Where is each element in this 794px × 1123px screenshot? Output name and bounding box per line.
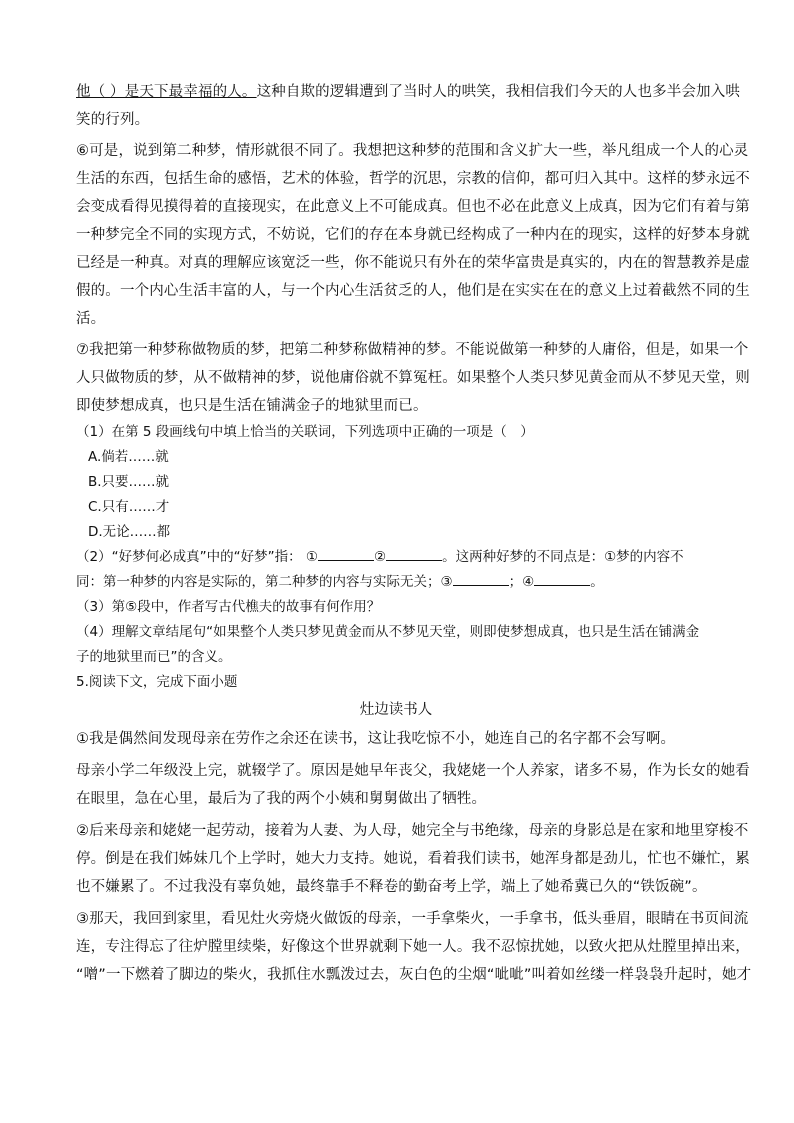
passage-line: 会变成看得见摸得着的直接现实，在此意义上不可能成真。但也不必在此意义上成真，因为它们有着与第 (76, 199, 750, 215)
passage-line: 也不嫌累了。不过我没有辜负她，最终靠手不释卷的勤奋考上学，端上了她希冀已久的“铁饭碗”。 (76, 879, 707, 895)
article-title: 灶边读书人 (359, 702, 433, 718)
passage-line: ①我是偶然间发现母亲在劳作之余还在读书，这让我吃惊不小，她连自己的名字都不会写啊。 (76, 731, 676, 747)
passage-line: 连，专注得忘了往炉膛里续柴，好像这个世界就剩下她一人。我不忍惊扰她，以致火把从灶膛里掉出来， (76, 939, 750, 955)
passage-text: 这种自欺的逻辑遭到了当时人的哄笑，我相信我们今天的人也多半会加入哄 (256, 84, 741, 100)
paragraph-mid (76, 757, 750, 813)
option-d: D.无论……都 (88, 524, 171, 540)
question-text: 同：第一种梦的内容是实际的，第二种梦的内容与实际无关；③ (76, 574, 453, 590)
question-text: ② (373, 549, 387, 565)
question-3: （3）第⑤段中，作者写古代樵夫的故事有何作用？ (76, 599, 381, 615)
passage-line: 一种梦完全不同的实现方式，不妨说，它们的存在本身就已经构成了一种内在的现实，这样的好梦本身就 (76, 227, 750, 243)
question-2 (76, 545, 716, 570)
option-a: A.倘若……就 (88, 449, 169, 465)
paragraph-3 (76, 905, 752, 989)
question-1: （1）在第 5 段画线句中填上恰当的关联词，下列选项中正确的一项是（ ） (76, 424, 534, 440)
passage-line: 已经是一种真。对真的理解应该宽泛一些，你不能说只有外在的荣华富贵是真实的，内在的智慧教养是虚 (76, 255, 750, 271)
paragraph-2 (76, 817, 750, 901)
passage-line: 笑的行列。 (76, 112, 150, 128)
option-b: B.只要……就 (88, 474, 170, 490)
passage-line: 人只做物质的梦，从不做精神的梦，说他庸俗就不算冤枉。如果整个人类只梦见黄金而从不梦见天堂，则 (76, 370, 750, 386)
question-text: ；④ (508, 574, 535, 590)
passage-line: ⑦我把第一种梦称做物质的梦，把第二种梦称做精神的梦。不能说做第一种梦的人庸俗，但是，如果一个 (76, 342, 749, 358)
passage-line: ⑥可是，说到第二种梦，情形就很不同了。我想把这种梦的范围和含义扩大一些，举凡组成一个人的心灵 (76, 143, 749, 159)
passage-line: 在眼里，急在心里，最后为了我的两个小姨和舅舅做出了牺牲。 (76, 791, 487, 807)
question-4-continued: 子的地狱里而已”的含义。 (76, 649, 232, 665)
section-heading: 5.阅读下文，完成下面小题 (76, 674, 238, 690)
question-4: （4）理解文章结尾句“如果整个人类只梦见黄金而从不梦见天堂，则即使梦想成真，也只是生活在铺满金 (76, 624, 700, 640)
answer-blank[interactable] (386, 548, 442, 561)
answer-blank[interactable] (318, 548, 374, 561)
question-text: （2）“好梦何必成真”中的“好梦”指： ① (76, 549, 318, 565)
passage-line: ③那天，我回到家里，看见灶火旁烧火做饭的母亲，一手拿柴火，一手拿书，低头垂眉，眼睛在书页间流 (76, 911, 749, 927)
question-text: 。这两种好梦的不同点是：①梦的内容不 (442, 549, 684, 565)
passage-line: 停。倒是在我们姊妹几个上学时，她大力支持。她说，看着我们读书，她浑身都是劲儿，忙也不嫌忙，累 (76, 851, 750, 867)
option-c: C.只有……才 (88, 499, 170, 515)
underlined-sentence: 他（ ）是天下最幸福的人。 (76, 84, 257, 100)
passage-line: “噌”一下燃着了脚边的柴火，我抓住水瓢泼过去，灰白色的尘烟“呲呲”叫着如丝缕一样袅袅升起时，她才 (76, 967, 752, 983)
passage-line: 假的。一个内心生活丰富的人，与一个内心生活贫乏的人，他们是在实实在在的意义上过着截然不同的生 (76, 283, 750, 299)
passage-line: 即使梦想成真，也只是生活在铺满金子的地狱里而已。 (76, 398, 428, 414)
answer-blank[interactable] (453, 573, 509, 586)
passage-line: ②后来母亲和姥姥一起劳动，接着为人妻、为人母，她完全与书绝缘，母亲的身影总是在家和地里穿梭不 (76, 823, 749, 839)
passage-line (76, 78, 741, 106)
paragraph-6 (76, 137, 750, 333)
question-block (76, 420, 716, 670)
document-page (76, 78, 752, 989)
answer-blank[interactable] (534, 573, 590, 586)
passage-line: 生活的东西，包括生命的感悟，艺术的体验，哲学的沉思，宗教的信仰，都可归入其中。这样的梦永远不 (76, 171, 750, 187)
paragraph-7 (76, 336, 750, 420)
question-2-continued (76, 570, 716, 595)
question-text: 。 (590, 574, 604, 590)
passage-line: 母亲小学二年级没上完，就辍学了。原因是她早年丧父，我姥姥一个人养家，诸多不易，作为长女的她看 (76, 763, 750, 779)
passage-line: 活。 (76, 311, 106, 327)
